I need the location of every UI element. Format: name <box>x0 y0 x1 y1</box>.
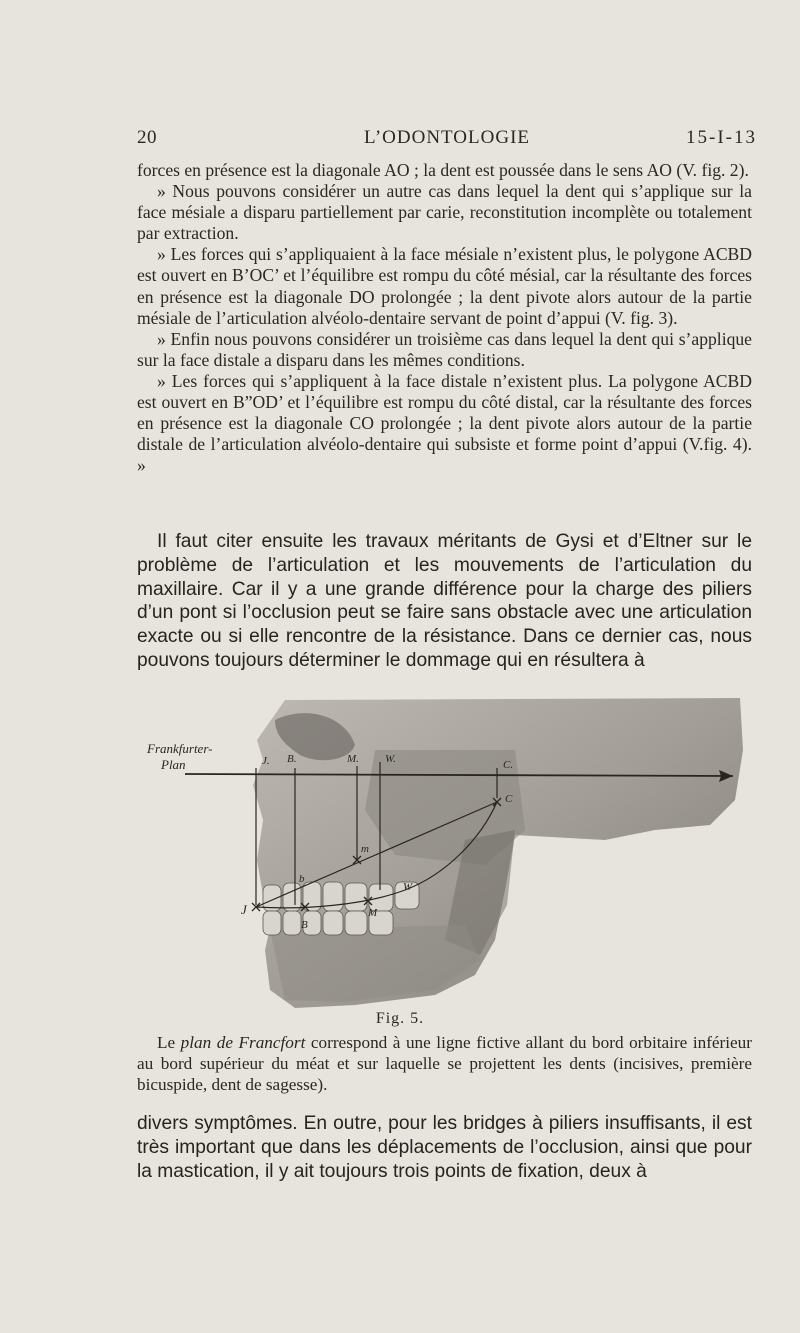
plane-label-line2: Plan <box>161 757 186 772</box>
caption-text: correspond à une ligne fictive allant du bord orbitaire inférieur au bord supérieur du méat et sur laquelle se projettent les dents (incisives, première bicuspide, dent de sagesse). <box>137 1033 752 1094</box>
label-C-top: C. <box>503 759 514 771</box>
plane-label-line1: Frankfurter- <box>147 741 213 756</box>
label-B-top: B. <box>287 753 297 765</box>
issue-date: 15-I-13 <box>686 127 757 148</box>
figure-caption <box>137 1033 752 1095</box>
page-number: 20 <box>137 127 157 148</box>
quote-paragraph: » Enfin nous pouvons considérer un troisième cas dans lequel la dent qui s’applique sur la face distale a disparu dans les mêmes conditions. <box>137 328 752 370</box>
label-B-low: B <box>301 919 308 931</box>
figure-skull-francfort-plane <box>135 690 755 1010</box>
label-C-low: C <box>505 793 513 805</box>
quoted-passage <box>137 160 752 476</box>
quote-paragraph: » Les forces qui s’appliquent à la face distale n’existent plus. La polygone ACBD est ouvert en B”OD’ et l’équilibre est rompu du côté distal, car la résultante des forces en présence est la diagonale CO prolongée ; la dent pivote alors autour de la partie distale de l’articulation alvéolo-dentaire qui subsiste et forme point d’appui (V.fig. 4). » <box>137 370 752 476</box>
body-text-before-figure <box>137 530 752 673</box>
label-W-low: W <box>403 881 413 893</box>
quote-paragraph: forces en présence est la diagonale AO ; la dent est poussée dans le sens AO (V. fig. 2). <box>137 160 749 180</box>
quote-paragraph: » Les forces qui s’appliquaient à la face mésiale n’existent plus, le polygone ACBD est ouvert en B’OC’ et l’équilibre est rompu du côté mésial, car la résultante des forces en présence est la diagonale DO prolongée ; la dent pivote alors autour de la partie mésiale de l’articulation alvéolo-dentaire servant de point d’appui (V. fig. 3). <box>137 244 752 328</box>
label-J-top: J. <box>262 755 270 767</box>
quote-paragraph: » Nous pouvons considérer un autre cas dans lequel la dent qui s’applique sur la face mésiale a disparu partiellement par carie, reconstitution incomplète ou totalement par extraction. <box>137 181 752 244</box>
label-J-low: J <box>241 902 247 917</box>
caption-prefix: Le <box>157 1033 181 1052</box>
mandible-lower <box>270 925 480 1002</box>
body-paragraph: divers symptômes. En outre, pour les bridges à piliers insuffisants, il est très important que dans les déplacements de l’occlusion, ainsi que pour la mastication, il y ait toujours trois points de fixation, deux à <box>137 1113 752 1182</box>
figure-number: Fig. 5. <box>375 1010 425 1027</box>
label-W-top: W. <box>385 753 396 765</box>
label-M-low: M <box>368 907 378 919</box>
journal-title: L’ODONTOLOGIE <box>363 127 531 148</box>
label-b: b <box>299 873 305 885</box>
label-m: m <box>361 843 369 855</box>
body-text-after-figure <box>137 1112 752 1183</box>
caption-term: plan de Francfort <box>180 1033 306 1052</box>
skull-diagram <box>135 690 755 1010</box>
running-head <box>137 127 757 153</box>
body-paragraph: Il faut citer ensuite les travaux méritants de Gysi et d’Eltner sur le problème de l’articulation et les mouvements de l’articulation du maxillaire. Car il y a une grande différence pour la charge des piliers d’un pont si l’occlusion peut se faire sans obstacle avec une articulation exacte ou si elle rencontre de la résistance. Dans ce dernier cas, nous pouvons toujours déterminer le dommage qui en résultera à <box>137 531 752 671</box>
label-M-top: M. <box>347 753 359 765</box>
